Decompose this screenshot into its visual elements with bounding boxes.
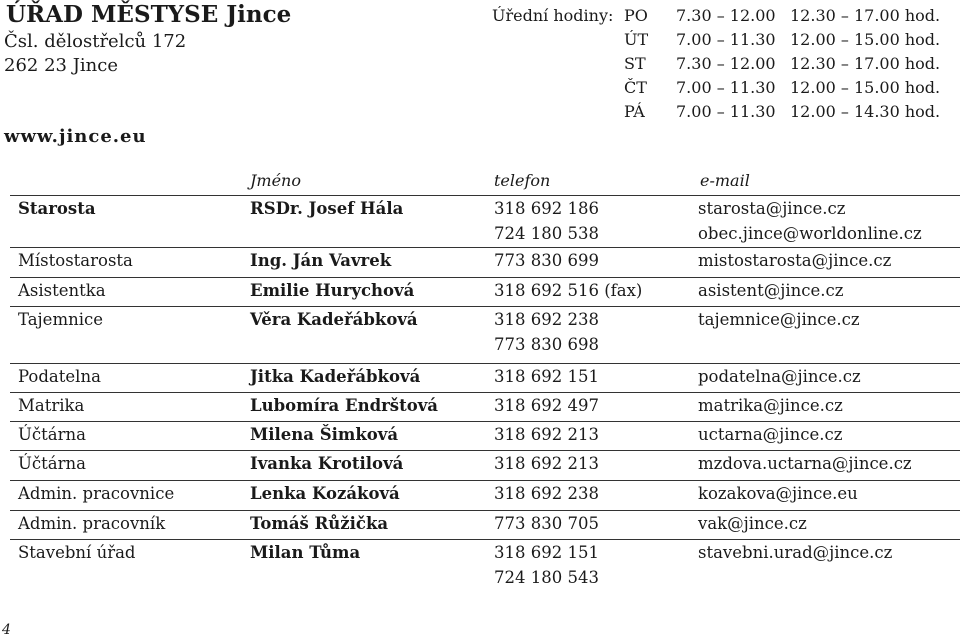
contact-name: Tomáš Růžička — [250, 514, 389, 533]
hours-morning: 7.00 – 11.30 — [676, 30, 776, 49]
contact-role: Stavební úřad — [18, 543, 136, 562]
contact-phone: 318 692 497 — [494, 396, 599, 415]
office-hours-label: Úřední hodiny: — [492, 6, 614, 25]
contact-phone: 318 692 238 — [494, 484, 599, 503]
row-divider — [10, 510, 960, 511]
contact-name: Jitka Kadeřábková — [250, 367, 421, 386]
contact-email[interactable]: vak@jince.cz — [698, 514, 807, 533]
contact-role: Účtárna — [18, 425, 86, 444]
hours-day: PÁ — [624, 102, 645, 121]
contact-email[interactable]: kozakova@jince.eu — [698, 484, 858, 503]
contact-phone: 318 692 151 — [494, 543, 599, 562]
contact-email[interactable]: matrika@jince.cz — [698, 396, 843, 415]
contact-role: Účtárna — [18, 454, 86, 473]
contact-phone: 773 830 705 — [494, 514, 599, 533]
column-header-email: e-mail — [700, 171, 750, 190]
hours-day: ČT — [624, 78, 647, 97]
contact-role: Podatelna — [18, 367, 101, 386]
address-street: Čsl. dělostřelců 172 — [4, 31, 187, 52]
hours-morning: 7.30 – 12.00 — [676, 6, 776, 25]
row-divider — [10, 247, 960, 248]
hours-afternoon: 12.00 – 14.30 hod. — [790, 102, 941, 121]
hours-day: ÚT — [624, 30, 649, 49]
contact-email-secondary[interactable]: obec.jince@worldonline.cz — [698, 224, 922, 243]
website-link[interactable]: www.jince.eu — [4, 126, 147, 147]
hours-day: ST — [624, 54, 646, 73]
contact-name: Ivanka Krotilová — [250, 454, 404, 473]
contact-email[interactable]: mzdova.uctarna@jince.cz — [698, 454, 912, 473]
contact-role: Matrika — [18, 396, 85, 415]
contact-role: Tajemnice — [18, 310, 103, 329]
contact-name: Lenka Kozáková — [250, 484, 400, 503]
contact-role: Asistentka — [18, 281, 106, 300]
hours-morning: 7.00 – 11.30 — [676, 78, 776, 97]
contact-email[interactable]: asistent@jince.cz — [698, 281, 844, 300]
contact-phone: 773 830 699 — [494, 251, 599, 270]
contact-email[interactable]: tajemnice@jince.cz — [698, 310, 860, 329]
contact-name: Ing. Ján Vavrek — [250, 251, 392, 270]
contact-email[interactable]: starosta@jince.cz — [698, 199, 846, 218]
contact-email[interactable]: mistostarosta@jince.cz — [698, 251, 892, 270]
hours-afternoon: 12.00 – 15.00 hod. — [790, 78, 941, 97]
contact-name: Milena Šimková — [250, 425, 399, 444]
contact-email[interactable]: podatelna@jince.cz — [698, 367, 861, 386]
contact-email[interactable]: stavebni.urad@jince.cz — [698, 543, 893, 562]
contact-phone: 318 692 213 — [494, 454, 599, 473]
contact-phone: 318 692 213 — [494, 425, 599, 444]
hours-afternoon: 12.30 – 17.00 hod. — [790, 54, 941, 73]
contact-phone: 318 692 186 — [494, 199, 599, 218]
row-divider — [10, 392, 960, 393]
hours-day: PO — [624, 6, 648, 25]
row-divider — [10, 195, 960, 196]
hours-afternoon: 12.30 – 17.00 hod. — [790, 6, 941, 25]
contact-phone: 318 692 238 — [494, 310, 599, 329]
row-divider — [10, 450, 960, 451]
contact-role: Starosta — [18, 199, 96, 218]
contact-name: Emilie Hurychová — [250, 281, 415, 300]
contact-name: RSDr. Josef Hála — [250, 199, 404, 218]
row-divider — [10, 277, 960, 278]
contact-name: Lubomíra Endrštová — [250, 396, 438, 415]
contact-role: Místostarosta — [18, 251, 133, 270]
column-header-name: Jméno — [250, 171, 301, 190]
contact-email[interactable]: uctarna@jince.cz — [698, 425, 843, 444]
page-number: 4 — [2, 622, 11, 638]
contact-phone-secondary: 773 830 698 — [494, 335, 599, 354]
contact-phone: 318 692 151 — [494, 367, 599, 386]
office-title: ÚŘAD MĚSTYSE Jince — [6, 1, 292, 28]
contact-name: Věra Kadeřábková — [250, 310, 418, 329]
address-city: 262 23 Jince — [4, 55, 119, 76]
contact-phone: 318 692 516 (fax) — [494, 281, 643, 300]
row-divider — [10, 421, 960, 422]
hours-afternoon: 12.00 – 15.00 hod. — [790, 30, 941, 49]
column-header-phone: telefon — [494, 171, 551, 190]
hours-morning: 7.30 – 12.00 — [676, 54, 776, 73]
row-divider — [10, 539, 960, 540]
row-divider — [10, 480, 960, 481]
row-divider — [10, 363, 960, 364]
contact-role: Admin. pracovník — [18, 514, 166, 533]
contact-role: Admin. pracovnice — [18, 484, 175, 503]
hours-morning: 7.00 – 11.30 — [676, 102, 776, 121]
contact-phone-secondary: 724 180 543 — [494, 568, 599, 587]
contact-name: Milan Tůma — [250, 543, 361, 562]
row-divider — [10, 306, 960, 307]
contact-phone-secondary: 724 180 538 — [494, 224, 599, 243]
